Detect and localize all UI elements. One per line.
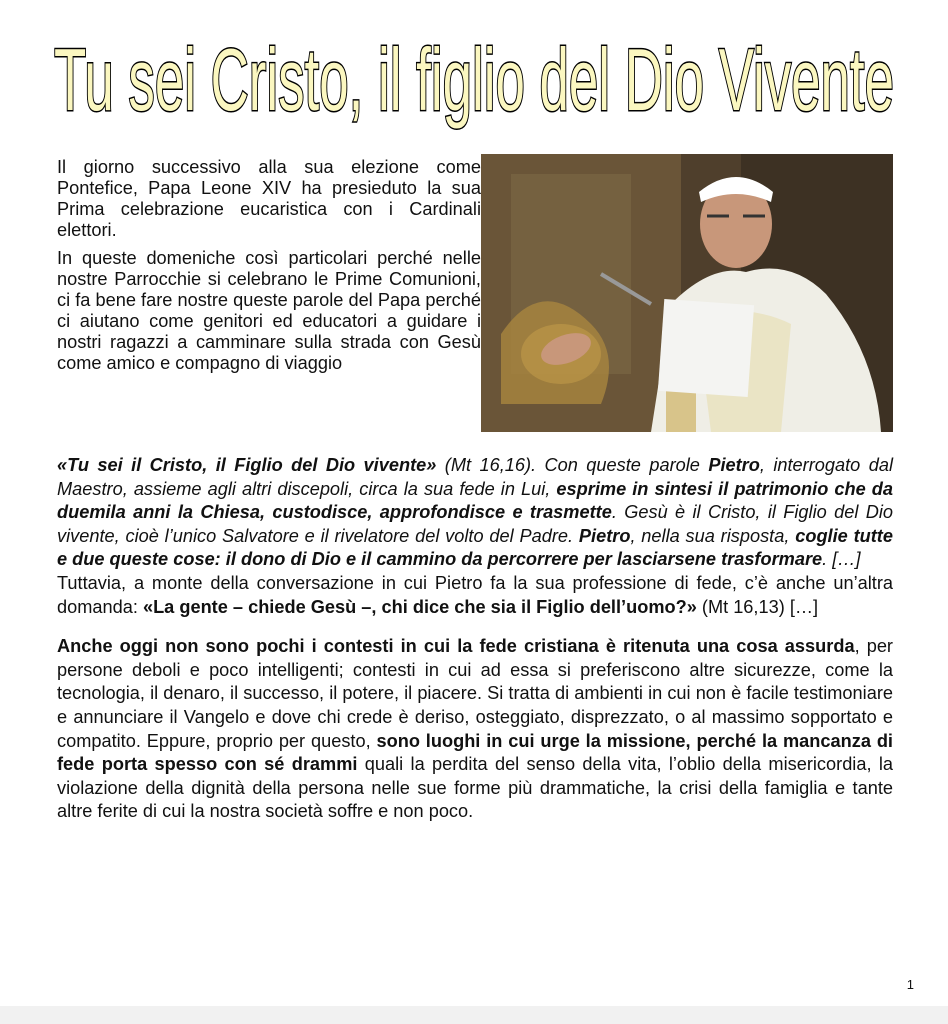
intro-paragraph-2: In queste domeniche così particolari perché nelle nostre Parrocchie si celebrano le Prime Comunioni, ci fa bene fare nostre queste parole del Papa perché ci aiutano come genitori ed educatori a guidare i nostri ragazzi a camminare sulla strada con Gesù come amico e compagno di viaggio — [57, 248, 481, 373]
context-paragraph: Anche oggi non sono pochi i contesti in cui la fede cristiana è ritenuta una cosa assurda, per persone deboli e poco intelligenti; contesti in cui ad essa si preferiscono altre sicurezze, come la tecnologia, il denaro, il successo, il potere, il piacere. Si tratta di ambienti in cui non è facile testimoniare e annunciare il Vangelo e dove chi crede è deriso, osteggiato, disprezzato, o al massimo sopportato e compatito. Eppure, proprio per questo, sono luoghi in cui urge la missione, perché la mancanza di fede porta spesso con sé drammi quali la perdita del senso della vita, l’oblio della misericordia, la violazione della dignità della persona nelle sue forme più drammatiche, la crisi della famiglia e tante altre ferite di cui la nostra società soffre e non poco. — [57, 636, 893, 822]
page-number: 1 — [906, 977, 914, 992]
pope-photo — [481, 154, 893, 432]
intro-column — [57, 157, 481, 381]
footer-bar — [0, 1006, 948, 1024]
intro-paragraph-1: Il giorno successivo alla sua elezione come Pontefice, Papa Leone XIV ha presieduto la sua Prima celebrazione eucaristica con i Cardinali elettori. — [57, 157, 481, 240]
page-title — [40, 2, 908, 142]
quote-paragraph: «Tu sei il Cristo, il Figlio del Dio vivente» (Mt 16,16). Con queste parole Pietro, interrogato dal Maestro, assieme agli altri discepoli, circa la sua fede in Lui, esprime in sintesi il patrimonio che da duemila anni la Chiesa, custodisce, approfondisce e trasmette. Gesù è il Cristo, il Figlio del Dio vivente, cioè l’unico Salvatore e il rivelatore del volto del Padre. Pietro, nella sua risposta, coglie tutte e due queste cose: il dono di Dio e il cammino da percorrere per lasciarsene trasformare. […] — [57, 455, 893, 570]
title-text: Tu sei Cristo, il figlio del Dio Vivente — [54, 30, 894, 129]
question-paragraph: Tuttavia, a monte della conversazione in cui Pietro fa la sua professione di fede, c’è anche un’altra domanda: «La gente – chiede Gesù –, chi dice che sia il Figlio dell’uomo?» (Mt 16,13) […] — [57, 572, 893, 617]
article-body — [57, 454, 893, 824]
